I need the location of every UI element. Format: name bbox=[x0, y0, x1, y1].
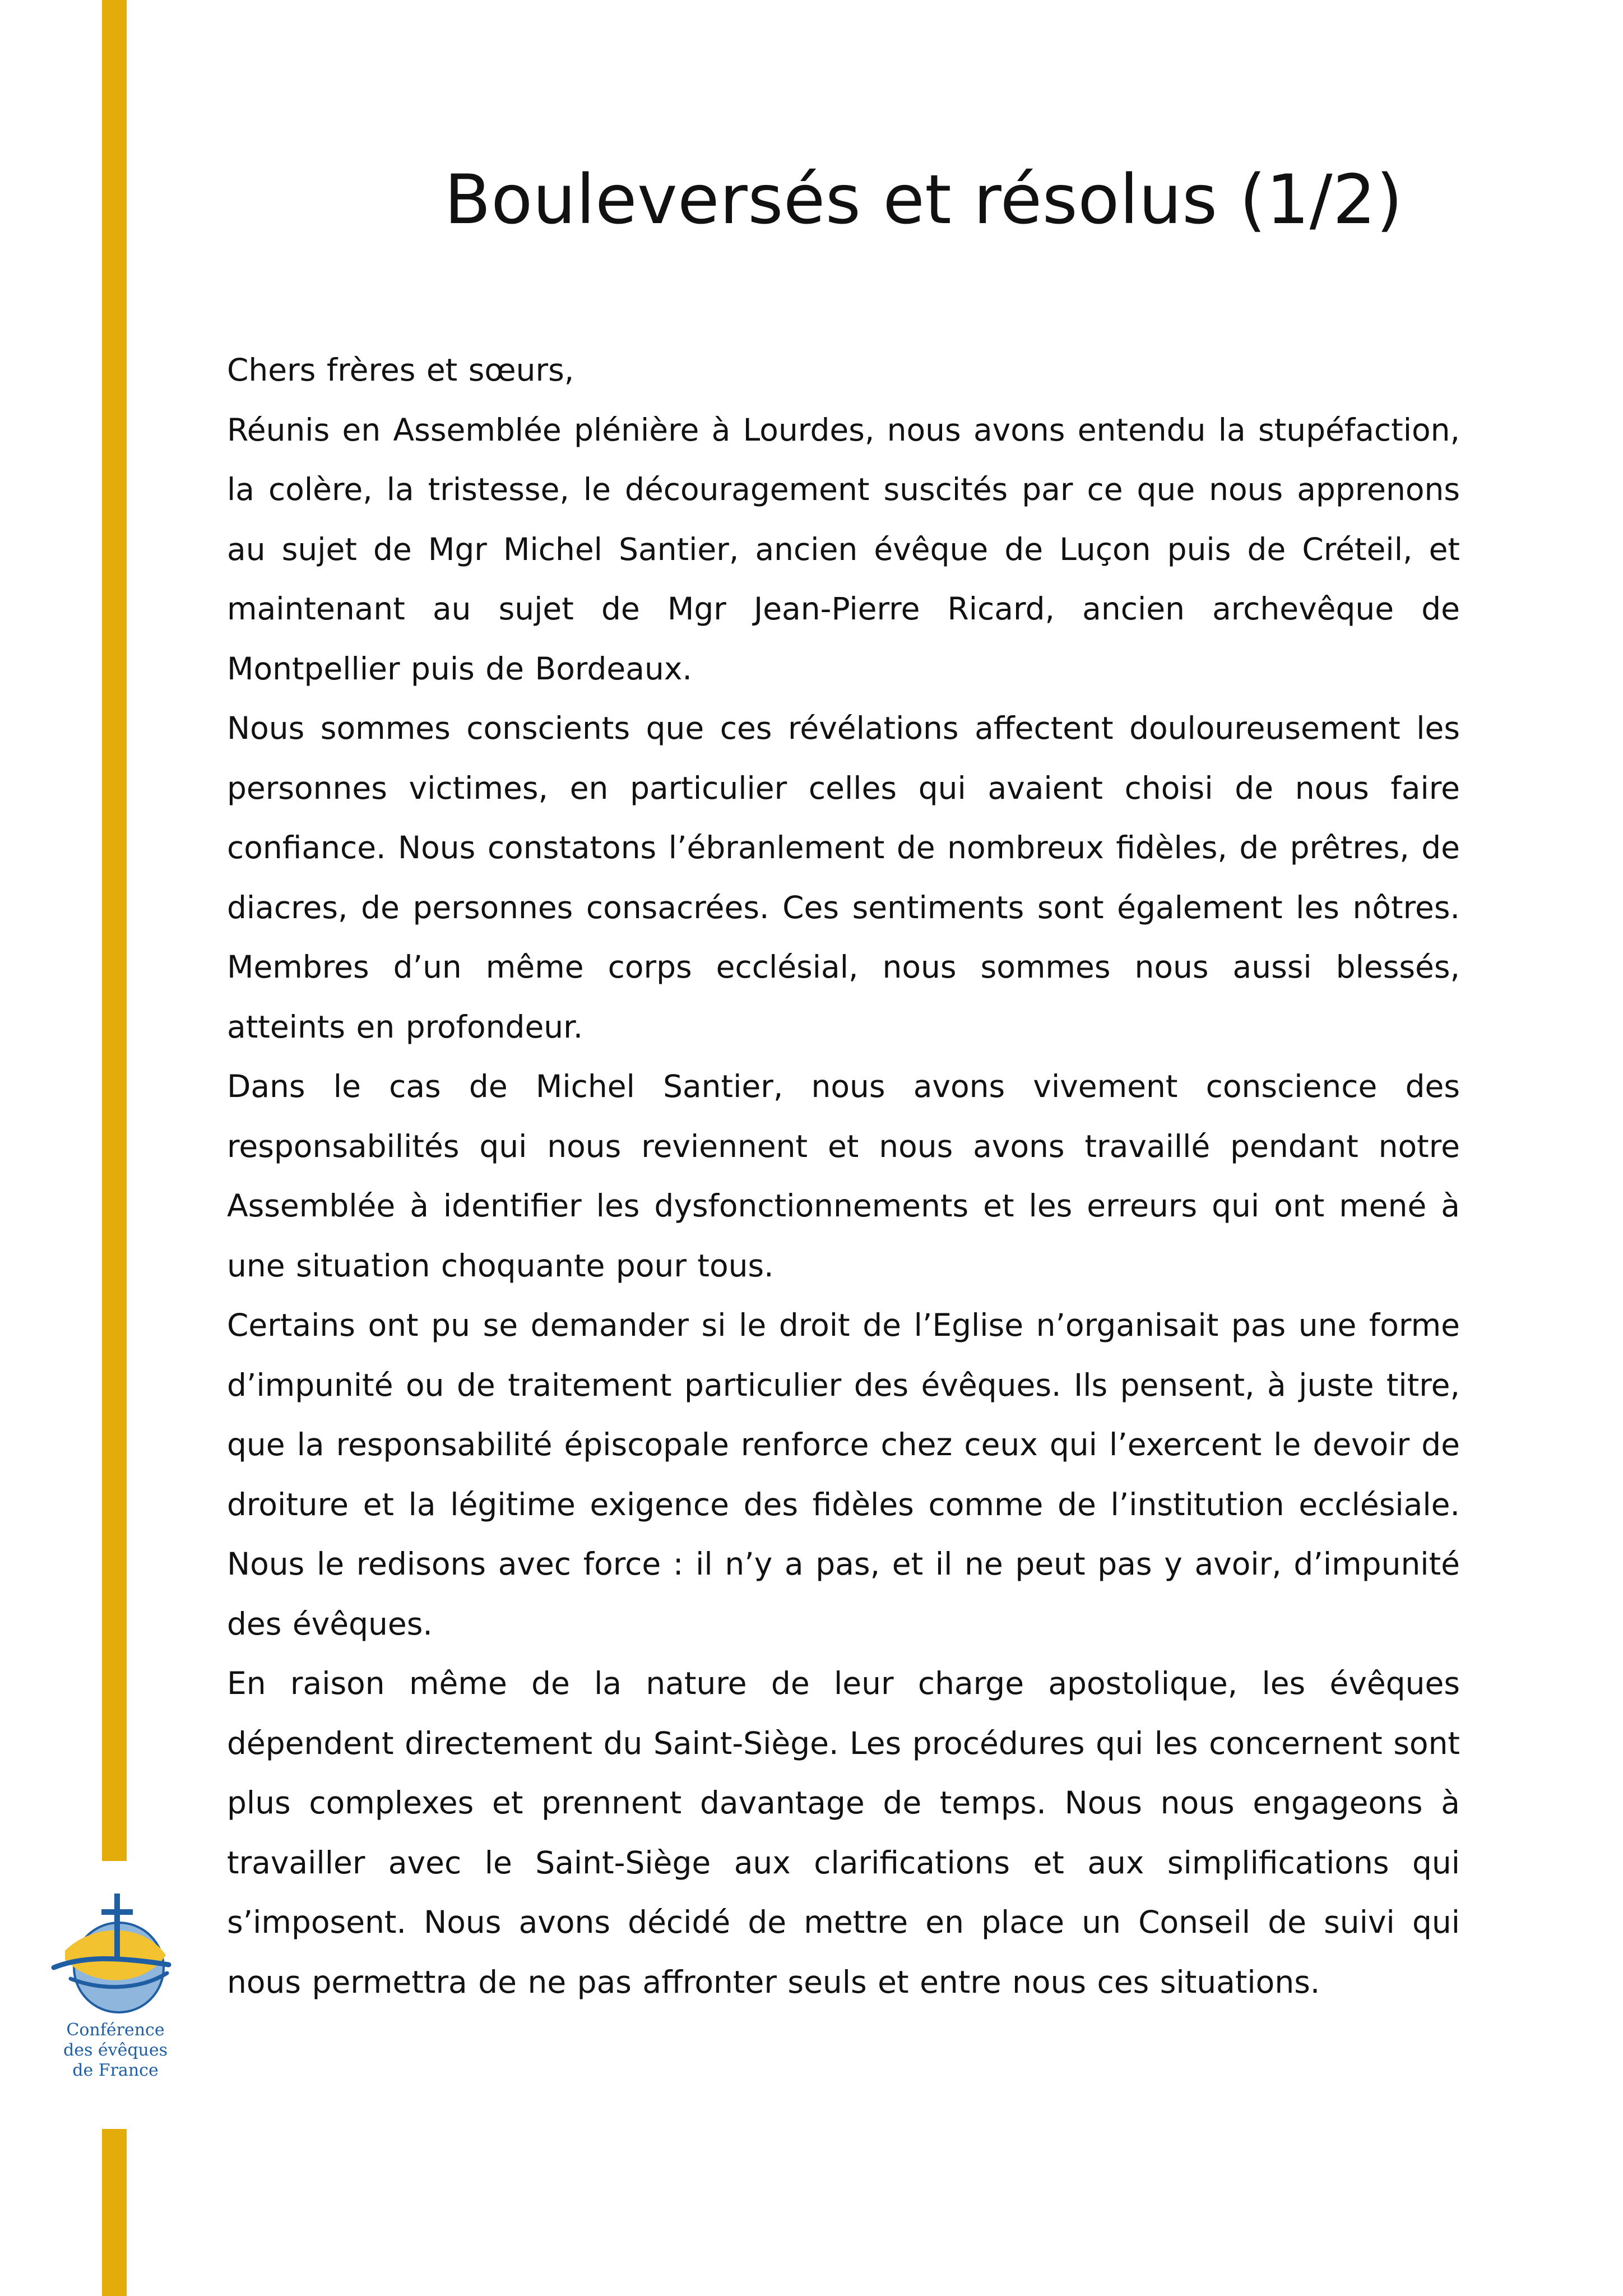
paragraph-1: Réunis en Assemblée plénière à Lourdes, nous avons entendu la stupéfaction, la colère, la tristesse, le découragement suscités par ce que nous apprenons au sujet de Mgr Michel Santier, ancien évêque de Luçon puis de Créteil, et maintenant au sujet de Mgr Jean-Pierre Ricard, ancien archevêque de Montpellier puis de Bordeaux. bbox=[227, 411, 1460, 687]
cross-fish-globe-icon bbox=[48, 1889, 183, 2018]
logo-line-3: de France bbox=[72, 2061, 159, 2080]
letter-body bbox=[227, 340, 1460, 2012]
accent-bar-top bbox=[102, 0, 127, 1861]
greeting: Chers frères et sœurs, bbox=[227, 352, 574, 388]
cef-logo bbox=[48, 1889, 183, 2113]
logo-line-1: Conférence bbox=[66, 2020, 165, 2040]
logo-line-2: des évêques bbox=[63, 2040, 168, 2060]
paragraph-5: En raison même de la nature de leur charge apostolique, les évêques dépendent directement du Saint-Siège. Les procédures qui les concernent sont plus complexes et prennent davantage de temps. Nous nous engageons à travailler avec le Saint-Siège aux clarifications et aux simplifications qui s’imposent. Nous avons décidé de mettre en place un Conseil de suivi qui nous permettra de ne pas affronter seuls et entre nous ces situations. bbox=[227, 1665, 1460, 2000]
paragraph-2: Nous sommes conscients que ces révélations affectent douloureusement les personnes victimes, en particulier celles qui avaient choisi de nous faire confiance. Nous constatons l’ébranlement de nombreux fidèles, de prêtres, de diacres, de personnes consacrées. Ces sentiments sont également les nôtres. Membres d’un même corps ecclésial, nous sommes nous aussi blessés, atteints en profondeur. bbox=[227, 710, 1460, 1045]
page-title: Bouleversés et résolus (1/2) bbox=[444, 160, 1403, 239]
accent-bar-bottom bbox=[102, 2129, 127, 2296]
logo-caption bbox=[48, 2020, 183, 2081]
paragraph-3: Dans le cas de Michel Santier, nous avons vivement conscience des responsabilités qui nous reviennent et nous avons travaillé pendant notre Assemblée à identifier les dysfonctionnements et les erreurs qui ont mené à une situation choquante pour tous. bbox=[227, 1068, 1460, 1284]
paragraph-4: Certains ont pu se demander si le droit de l’Eglise n’organisait pas une forme d’impunité ou de traitement particulier des évêques. Ils pensent, à juste titre, que la responsabilité épiscopale renforce chez ceux qui l’exercent le devoir de droiture et la légitime exigence des fidèles comme de l’institution ecclésiale. Nous le redisons avec force : il n’y a pas, et il ne peut pas y avoir, d’impunité des évêques. bbox=[227, 1307, 1460, 1642]
